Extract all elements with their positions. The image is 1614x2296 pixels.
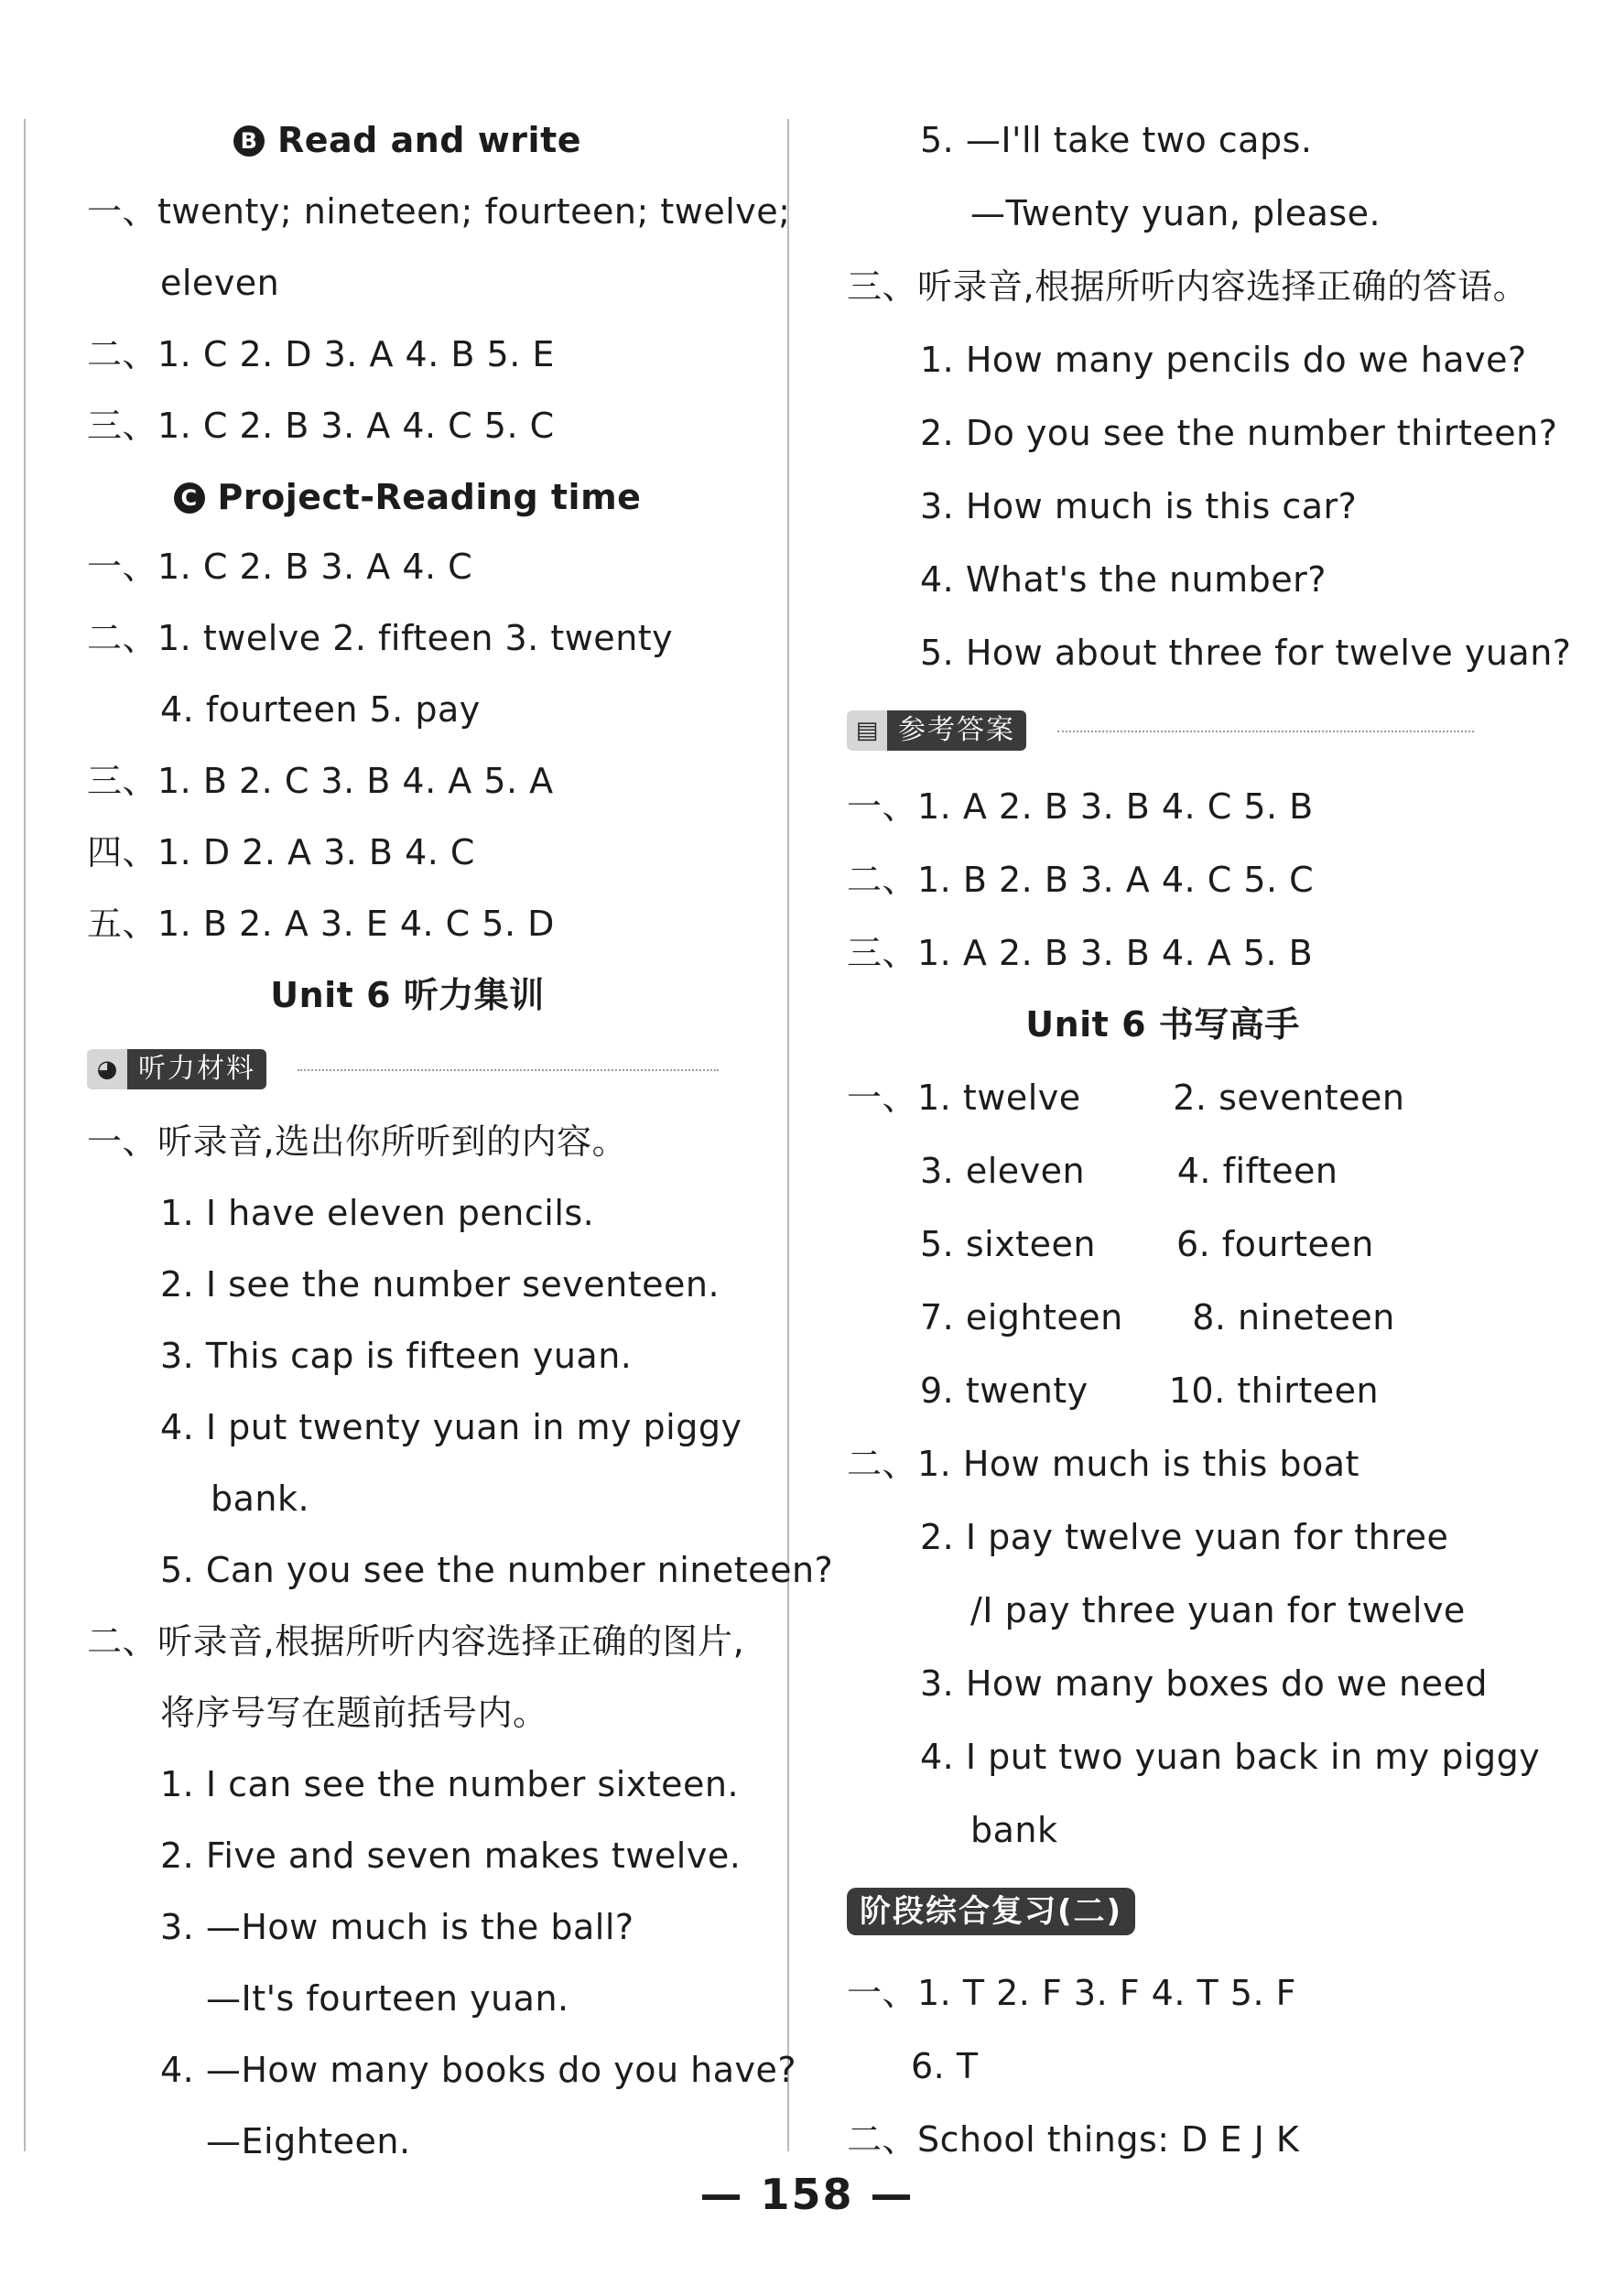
answer-line: 二、1. How much is this boat [847, 1444, 1359, 1484]
answer-line: 三、1. A 2. B 3. B 4. A 5. B [847, 933, 1314, 973]
section-title: Project-Reading time [217, 477, 642, 517]
script-line: —Twenty yuan, please. [970, 193, 1381, 233]
instruction-line: 将序号写在题前括号内。 [160, 1693, 548, 1733]
script-line: 1. I can see the number sixteen. [160, 1764, 740, 1804]
section-heading-project-reading-time [87, 465, 728, 529]
unit-title: Unit 6 听力集训 [270, 975, 545, 1015]
script-line: 2. I see the number seventeen. [160, 1264, 720, 1305]
answer-line: bank [970, 1810, 1058, 1850]
answer-line: 二、1. twelve 2. fifteen 3. twenty [87, 618, 674, 658]
reference-answer-label: ▤ 参考答案 [847, 710, 1026, 751]
script-line: 3. How much is this car? [920, 486, 1358, 526]
answer-line: 一、1. C 2. B 3. A 4. C [87, 547, 473, 587]
answer-book-icon: ▤ [847, 710, 887, 751]
answer-line: 一、1. T 2. F 3. F 4. T 5. F [847, 1973, 1296, 2013]
answer-line: 5. sixteen 6. fourteen [920, 1224, 1374, 1264]
answer-line: 4. fourteen 5. pay [160, 689, 481, 730]
section-c-badge: C [174, 482, 205, 514]
answer-line: 三、1. C 2. B 3. A 4. C 5. C [87, 406, 555, 446]
script-line: 4. I put twenty yuan in my piggy [160, 1407, 742, 1447]
script-line: 2. Five and seven makes twelve. [160, 1836, 742, 1876]
script-line: 4. What's the number? [920, 559, 1327, 600]
answer-line: 二、1. C 2. D 3. A 4. B 5. E [87, 334, 555, 374]
answer-line: 3. How many boxes do we need [920, 1663, 1488, 1704]
answer-line: 五、1. B 2. A 3. E 4. C 5. D [87, 904, 555, 944]
answer-line: /I pay three yuan for twelve [970, 1590, 1466, 1630]
script-line: bank. [211, 1478, 310, 1519]
answer-line: 二、1. B 2. B 3. A 4. C 5. C [847, 860, 1315, 900]
left-margin-rule [24, 119, 26, 2151]
script-line: 4. —How many books do you have? [160, 2050, 797, 2090]
answer-line: 四、1. D 2. A 3. B 4. C [87, 832, 475, 872]
script-line: 3. —How much is the ball? [160, 1907, 634, 1947]
listening-material-label: ◕ 听力材料 [87, 1049, 266, 1089]
instruction-line: 一、听录音,选出你所听到的内容。 [87, 1121, 628, 1162]
stage-review-banner: 阶段综合复习(二) [847, 1888, 1135, 1935]
answer-line: 3. eleven 4. fifteen [920, 1151, 1338, 1191]
answer-line: 2. I pay twelve yuan for three [920, 1517, 1449, 1557]
script-line: 3. This cap is fifteen yuan. [160, 1336, 633, 1376]
answer-line: 三、1. B 2. C 3. B 4. A 5. A [87, 761, 554, 801]
answer-line: 一、1. twelve 2. seventeen [847, 1078, 1405, 1118]
dotted-rule [298, 1069, 719, 1071]
answer-line: 一、1. A 2. B 3. B 4. C 5. B [847, 786, 1314, 827]
answer-line: 7. eighteen 8. nineteen [920, 1297, 1395, 1338]
page-number: — 158 — [699, 2170, 915, 2219]
answer-line: 6. T [911, 2046, 979, 2086]
script-line: 1. How many pencils do we have? [920, 340, 1527, 380]
script-line: 1. I have eleven pencils. [160, 1193, 595, 1233]
column-divider [787, 119, 789, 2151]
instruction-line: 三、听录音,根据所听内容选择正确的答语。 [847, 266, 1529, 307]
instruction-line: 二、听录音,根据所听内容选择正确的图片, [87, 1621, 745, 1662]
answer-line: 9. twenty 10. thirteen [920, 1370, 1380, 1411]
script-line: 5. How about three for twelve yuan? [920, 633, 1572, 673]
script-line: 5. —I'll take two caps. [920, 120, 1313, 160]
answer-line: 4. I put two yuan back in my piggy [920, 1737, 1541, 1777]
unit-title: Unit 6 书写高手 [1025, 1004, 1300, 1045]
section-title: Read and write [276, 120, 582, 160]
headphones-icon: ◕ [87, 1049, 127, 1089]
answer-line: eleven [160, 263, 280, 303]
script-line: —It's fourteen yuan. [206, 1978, 569, 2019]
section-b-badge: B [233, 125, 265, 157]
script-line: 2. Do you see the number thirteen? [920, 413, 1558, 453]
dotted-rule [1057, 731, 1474, 732]
script-line: 5. Can you see the number nineteen? [160, 1550, 834, 1590]
answer-line: 二、School things: D E J K [847, 2119, 1300, 2160]
answer-line: 一、twenty; nineteen; fourteen; twelve; [87, 191, 791, 232]
section-heading-read-and-write [87, 108, 728, 172]
script-line: —Eighteen. [206, 2121, 411, 2161]
